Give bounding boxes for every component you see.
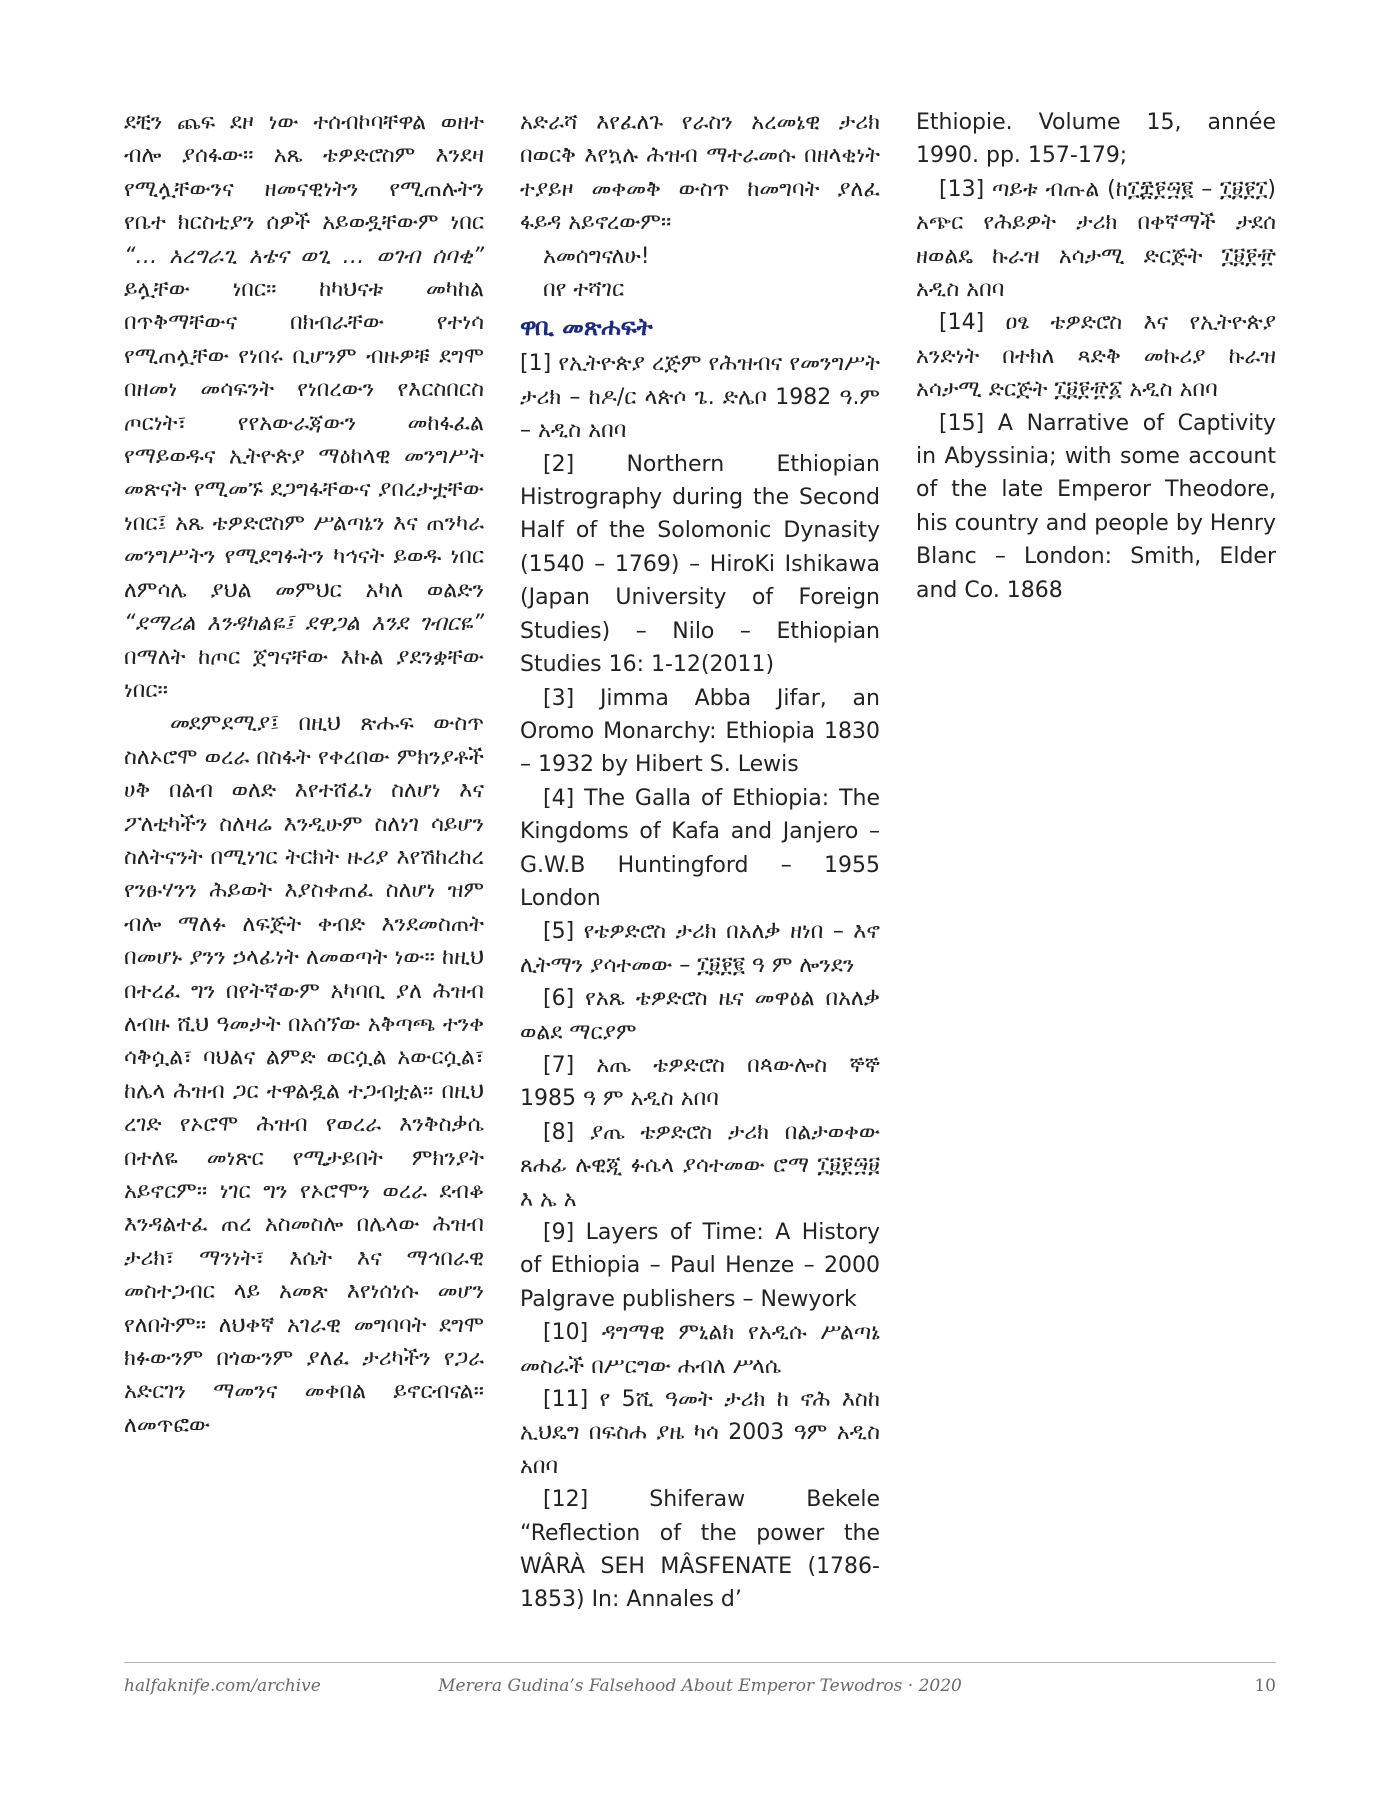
author-line: በየ ተሻገር	[543, 277, 625, 303]
reference-item: [2] Northern Ethiopian Histrography during the Second Half of the Solomonic Dynasity (1540 – 1769) – HiroKi Ishikawa (Japan University of Foreign Studies) – Nilo – Ethiopian Studies 16: 1-12(2011)	[520, 451, 880, 678]
quote: “ደማሪል እንዳካልዬ፤ ደዋጋል እንደ ገብርዬ”	[124, 611, 484, 637]
reference-item: [4] The Galla of Ethiopia: The Kingdoms of Kafa and Janjero – G.W.B Huntingford – 1955 London	[520, 785, 880, 911]
reference-item: [5] የቴዎድሮስ ታሪክ በአለቃ ዘነበ – እኖ ሊትማን ያሳተመው – ፲፱፻፪ ዓ ም ሎንደን	[520, 919, 880, 978]
page-number: 10	[1254, 1676, 1276, 1696]
column-1	[124, 106, 484, 1624]
conclusion-paragraph: መደምደሚያ፤ በዚህ ጽሑፍ ውስጥ ስለኦሮሞ ወረራ በስፋት የቀረበው ምክንያቶች ሀቅ በልብ ወለድ እየተሸፈነ ስለሆነ እና ፖለቲካችን ስለዛሬ እንዲሁም ስለነገ ሳይሆን ስለትናንት በሚነገር ትርክት ዙሪያ እየሽከረከረ የንፁሃንን ሕይወት እያስቀጠፈ ስለሆነ ዝም ብሎ ማለፉ ለፍጅት ቀብድ እንደመስጠት በመሆኑ ያንን ኃላፊነት ለመወጣት ነው፡፡ ከዚህ በተረፈ ግን በየትኛውም አካባቢ ያለ ሕዝብ ለብዙ ሺህ ዓመታት በአሰኘው አቅጣጫ ተንቀ ሳቅሷል፣ ባህልና ልምድ ወርሷል አውርሷል፣ ከሌላ ሕዝብ ጋር ተዋልዷል ተጋብቷል፡፡ በዚህ ረገድ የኦሮሞ ሕዝብ የወረራ እንቅስቃሴ በተለዬ መነጽር የሚታይበት ምክንያት አይኖርም፡፡ ነገር ግን የኦሮሞን ወረራ ደብቆ እንዳልተፈ ጠረ አስመስሎ በሌላው ሕዝብ ታሪክ፣ ማንነት፣ እሴት እና ማኅበራዊ መስተጋብር ላይ አመጽ እየነሰነሱ መሆን የለበትም፡፡ ለህቀኛ አገራዊ መግባባት ደግሞ ክፉውንም በጎውንም ያለፈ ታሪካችን የጋራ አድርገን ማመንና መቀበል ይኖርብናል፡፡ ለመጥፎው	[124, 711, 484, 1438]
column-3	[916, 106, 1276, 1624]
reference-item: [10] ዳግማዊ ምኒልክ የአዲሱ ሥልጣኔ መስራች በሥርግው ሐብለ ሥላሴ	[520, 1320, 880, 1379]
reference-item: [12] Shiferaw Bekele “Reflection of the power the WÂRÀ SEH MÂSFENATE (1786-1853) In: Annales d’	[520, 1487, 880, 1613]
reference-item: [11] የ 5ሺ ዓመት ታሪክ ከ ኖሕ እስከ ኢህዴግ በፍስሐ ያዜ ካሳ 2003 ዓም አዲስ አበባ	[520, 1387, 880, 1479]
page-footer	[124, 1676, 1276, 1706]
reference-continuation: Ethiopie. Volume 15, année 1990. pp. 157-179;	[916, 110, 1276, 169]
thanks-line: አመሰግናለሁ!	[543, 243, 650, 269]
paragraph: ደቺን ጨፍ ደዞ ነው ተሰብኮባቸዋል ወዘተ ብሎ ያሰፋው፡፡ አጼ ቴዎድሮስም እንደዛ የሚሏቸውንና ዘመናዊነትን የሚጠሉትን የቤተ ክርስቲያን ሰዎች አይወዷቸውም ነበር “… አረግራጊ አቴና ወጊ … ወገብ ሰባቂ” ይሏቸው ነበር፡፡ ከካህናቱ መካከል በጥቅማቸውና በክብራቸው የተነሳ የሚጠሏቸው የነበሩ ቢሆንም ብዙዎቹ ደግሞ በዘመነ መሳፍንት የነበረውን የእርስበርስ ጦርነት፣ የየአውራጃውን መከፋፈል የማይወዱና ኢትዮጵያ ማዕከላዊ መንግሥት መጽናት የሚመኙ ደጋግፋቸውና ያበረታቷቸው ነበር፤ አጼ ቴዎድሮስም ሥልጣኔን እና ጠንካራ መንግሥትን የሚደግፉትን ካኅናት ይወዱ ነበር ለምሳሌ ያህል መምህር አካለ ወልድን “ደማሪል እንዳካልዬ፤ ደዋጋል እንደ ገብርዬ” በማለት ከጦር ጀግናቸው እኩል ያደንቋቸው ነበር፡፡	[124, 110, 484, 703]
text-columns	[124, 106, 1276, 1624]
footer-site-link[interactable]: halfaknife.com/archive	[124, 1676, 321, 1696]
footer-title: Merera Gudina’s Falsehood About Emperor Tewodros · 2020	[438, 1676, 962, 1696]
reference-item: [13] ጣይቱ ብጡል (ከ፲፰፻፵፪ – ፲፱፻፲) አጭር የሕይዎት ታሪክ በቀኛማች ታደሰ ዘወልዴ ኩራዝ አሳታሚ ድርጅት ፲፱፻፹ አዲስ አበባ	[916, 176, 1276, 303]
column-2	[520, 106, 880, 1624]
paragraph: አድራሻ እየፈለጉ የራስን አረመኔዊ ታሪክ በወርቅ እየኳሉ ሕዝብ ማተራመሱ በዘላቂነት ተያይዞ መቀመቅ ውስጥ ከመግባት ያለፈ ፋይዳ አይኖረውም፡፡	[520, 110, 880, 236]
reference-item: [8] ያጤ ቴዎድሮስ ታሪክ በልታወቀው ጸሐፊ ሉዊጂ ፉሴላ ያሳተመው ሮማ ፲፱፻፵፱ እ ኤ አ	[520, 1119, 880, 1212]
reference-item: [14] ዐፄ ቴዎድሮስ እና የኢትዮጵያ አንድነት በተክለ ጻድቅ መኩሪያ ኩራዝ አሳታሚ ድርጅት ፲፱፻፹፩ አዲስ አበባ	[916, 310, 1276, 403]
reference-item: [3] Jimma Abba Jifar, an Oromo Monarchy: Ethiopia 1830 – 1932 by Hibert S. Lewis	[520, 685, 880, 778]
footer-divider	[124, 1662, 1276, 1663]
reference-item: [15] A Narrative of Captivity in Abyssinia; with some account of the late Emperor Theodore, his country and people by Henry Blanc – London: Smith, Elder and Co. 1868	[916, 410, 1276, 603]
reference-item: [1] የኢትዮጵያ ረጅም የሕዝብና የመንግሥት ታሪክ – ከዶ/ር ላጵሶ ጌ. ድሌቦ 1982 ዓ.ም – አዲስ አበባ	[520, 351, 880, 444]
reference-item: [9] Layers of Time: A History of Ethiopia – Paul Henze – 2000 Palgrave publishers – Newyork	[520, 1220, 880, 1312]
references-heading: ዋቢ መጽሐፍት	[520, 313, 653, 342]
document-page	[124, 106, 1276, 1624]
quote: “… አረግራጊ አቴና ወጊ … ወገብ ሰባቂ”	[124, 243, 484, 269]
reference-item: [6] የአጼ ቴዎድሮስ ዜና መዋዕል በአለቃ ወልደ ማርያም	[520, 986, 880, 1045]
reference-item: [7] አጤ ቴዎድሮስ በጳውሎስ ኞኞ 1985 ዓ ም አዲስ አበባ	[520, 1052, 880, 1112]
